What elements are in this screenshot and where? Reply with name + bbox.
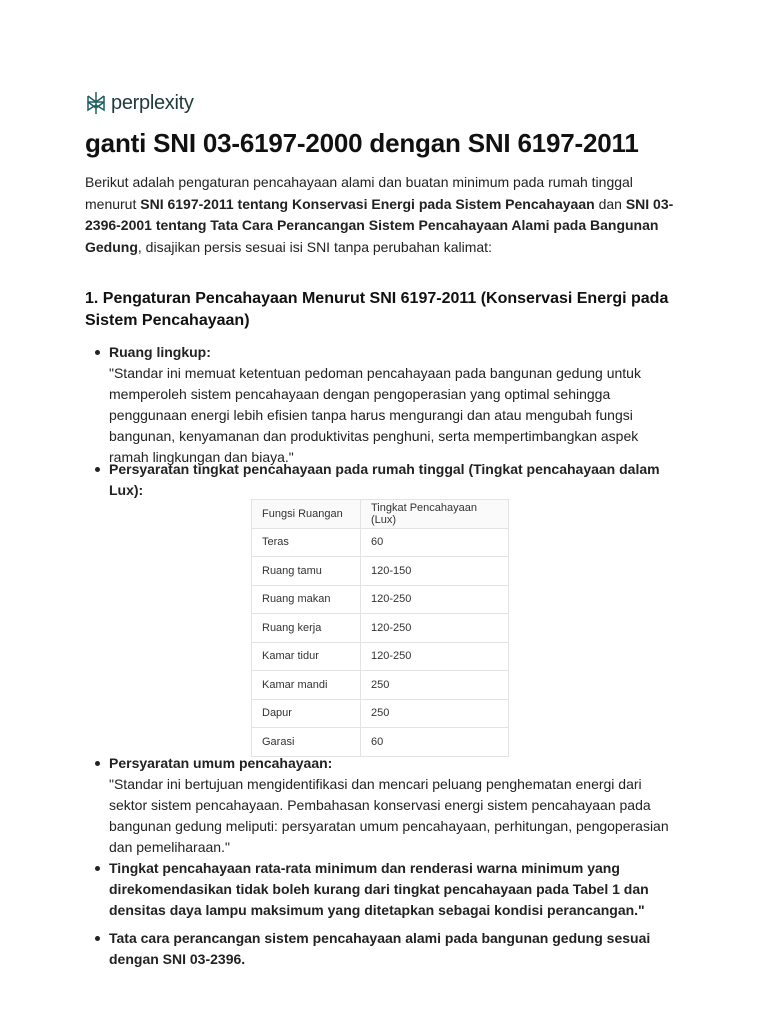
table-row <box>252 699 509 728</box>
table-row <box>252 528 509 557</box>
list-item-ruang-lingkup <box>93 342 673 465</box>
table-row <box>252 642 509 671</box>
table-cell: Ruang tamu <box>252 557 361 586</box>
intro-bold-1: SNI 6197-2011 tentang Konservasi Energi pada Sistem Pencahayaan <box>140 195 595 212</box>
table-cell: 120-250 <box>361 642 509 671</box>
table-cell: 60 <box>361 528 509 557</box>
table-row <box>252 585 509 614</box>
table-cell: 120-250 <box>361 614 509 643</box>
intro-bold-2: SNI 03-2396-2001 tentang Tata Cara Perancangan Sistem Pencahayaan Alami pada Bangunan Gedung <box>85 195 674 255</box>
table-cell: 120-150 <box>361 557 509 586</box>
lux-table-container <box>251 499 509 757</box>
table-header-cell: Tingkat Pencahayaan (Lux) <box>361 500 509 529</box>
table-cell: Teras <box>252 528 361 557</box>
section-heading: 1. Pengaturan Pencahayaan Menurut SNI 6197-2011 (Konservasi Energi pada Sistem Pencahayaan) <box>85 290 669 329</box>
table-row <box>252 728 509 757</box>
brand-header <box>85 91 194 115</box>
list-item-persyaratan-umum <box>93 753 673 858</box>
list-item-title: Persyaratan tingkat pencahayaan pada rumah tinggal (Tingkat pencahayaan dalam Lux): <box>109 461 660 498</box>
list-item-body: "Standar ini bertujuan mengidentifikasi dan mencari peluang penghematan energi dari sektor sistem pencahayaan. Pembahasan konservasi energi sistem pencahayaan pada bangunan gedung meliputi: persyaratan umum pencahayaan, perhitungan, pengoperasian dan pemeliharaan." <box>109 776 669 855</box>
brand-name: perplexity <box>111 91 194 114</box>
list-item-tata-cara <box>93 928 673 970</box>
table-cell: Dapur <box>252 699 361 728</box>
table-row <box>252 614 509 643</box>
table-row <box>252 557 509 586</box>
table-cell: Ruang kerja <box>252 614 361 643</box>
page-title: ganti SNI 03-6197-2000 dengan SNI 6197-2011 <box>85 128 639 158</box>
lux-table <box>251 499 509 757</box>
intro-paragraph: Berikut adalah pengaturan pencahayaan alami dan buatan minimum pada rumah tinggal menurut SNI 6197-2011 tentang Konservasi Energi pada Sistem Pencahayaan dan SNI 03-2396-2001 tentang Tata Cara Perancangan Sistem Pencahayaan Alami pada Bangunan Gedung, disajikan persis sesuai isi SNI tanpa perubahan kalimat: <box>85 174 674 255</box>
table-cell: 250 <box>361 671 509 700</box>
table-header-row <box>252 500 509 529</box>
table-cell: Kamar mandi <box>252 671 361 700</box>
table-cell: Kamar tidur <box>252 642 361 671</box>
list-item-title: Tata cara perancangan sistem pencahayaan alami pada bangunan gedung sesuai dengan SNI 03-2396. <box>109 930 651 967</box>
list-item-title: Persyaratan umum pencahayaan: <box>109 755 333 771</box>
table-cell: 60 <box>361 728 509 757</box>
list-item-title: Ruang lingkup: <box>109 344 211 360</box>
perplexity-logo-icon <box>85 91 107 115</box>
list-item-title: Tingkat pencahayaan rata-rata minimum dan renderasi warna minimum yang direkomendasikan tidak boleh kurang dari tingkat pencahayaan pada Tabel 1 dan densitas daya lampu maksimum yang ditetapkan sebagai kondisi perancangan." <box>109 860 649 918</box>
table-cell: Garasi <box>252 728 361 757</box>
list-item-body: "Standar ini memuat ketentuan pedoman pencahayaan pada bangunan gedung untuk memperoleh sistem pencahayaan dengan pengoperasian yang optimal sehingga penggunaan energi lebih efisien tanpa harus mengurangi dan atau mengubah fungsi bangunan, kenyamanan dan produktivitas penghuni, serta mempertimbangkan aspek ramah lingkungan dan biaya." <box>109 365 641 465</box>
table-cell: 120-250 <box>361 585 509 614</box>
list-item-tingkat-rata-rata <box>93 858 673 928</box>
table-cell: Ruang makan <box>252 585 361 614</box>
table-cell: 250 <box>361 699 509 728</box>
table-header-cell: Fungsi Ruangan <box>252 500 361 529</box>
table-row <box>252 671 509 700</box>
